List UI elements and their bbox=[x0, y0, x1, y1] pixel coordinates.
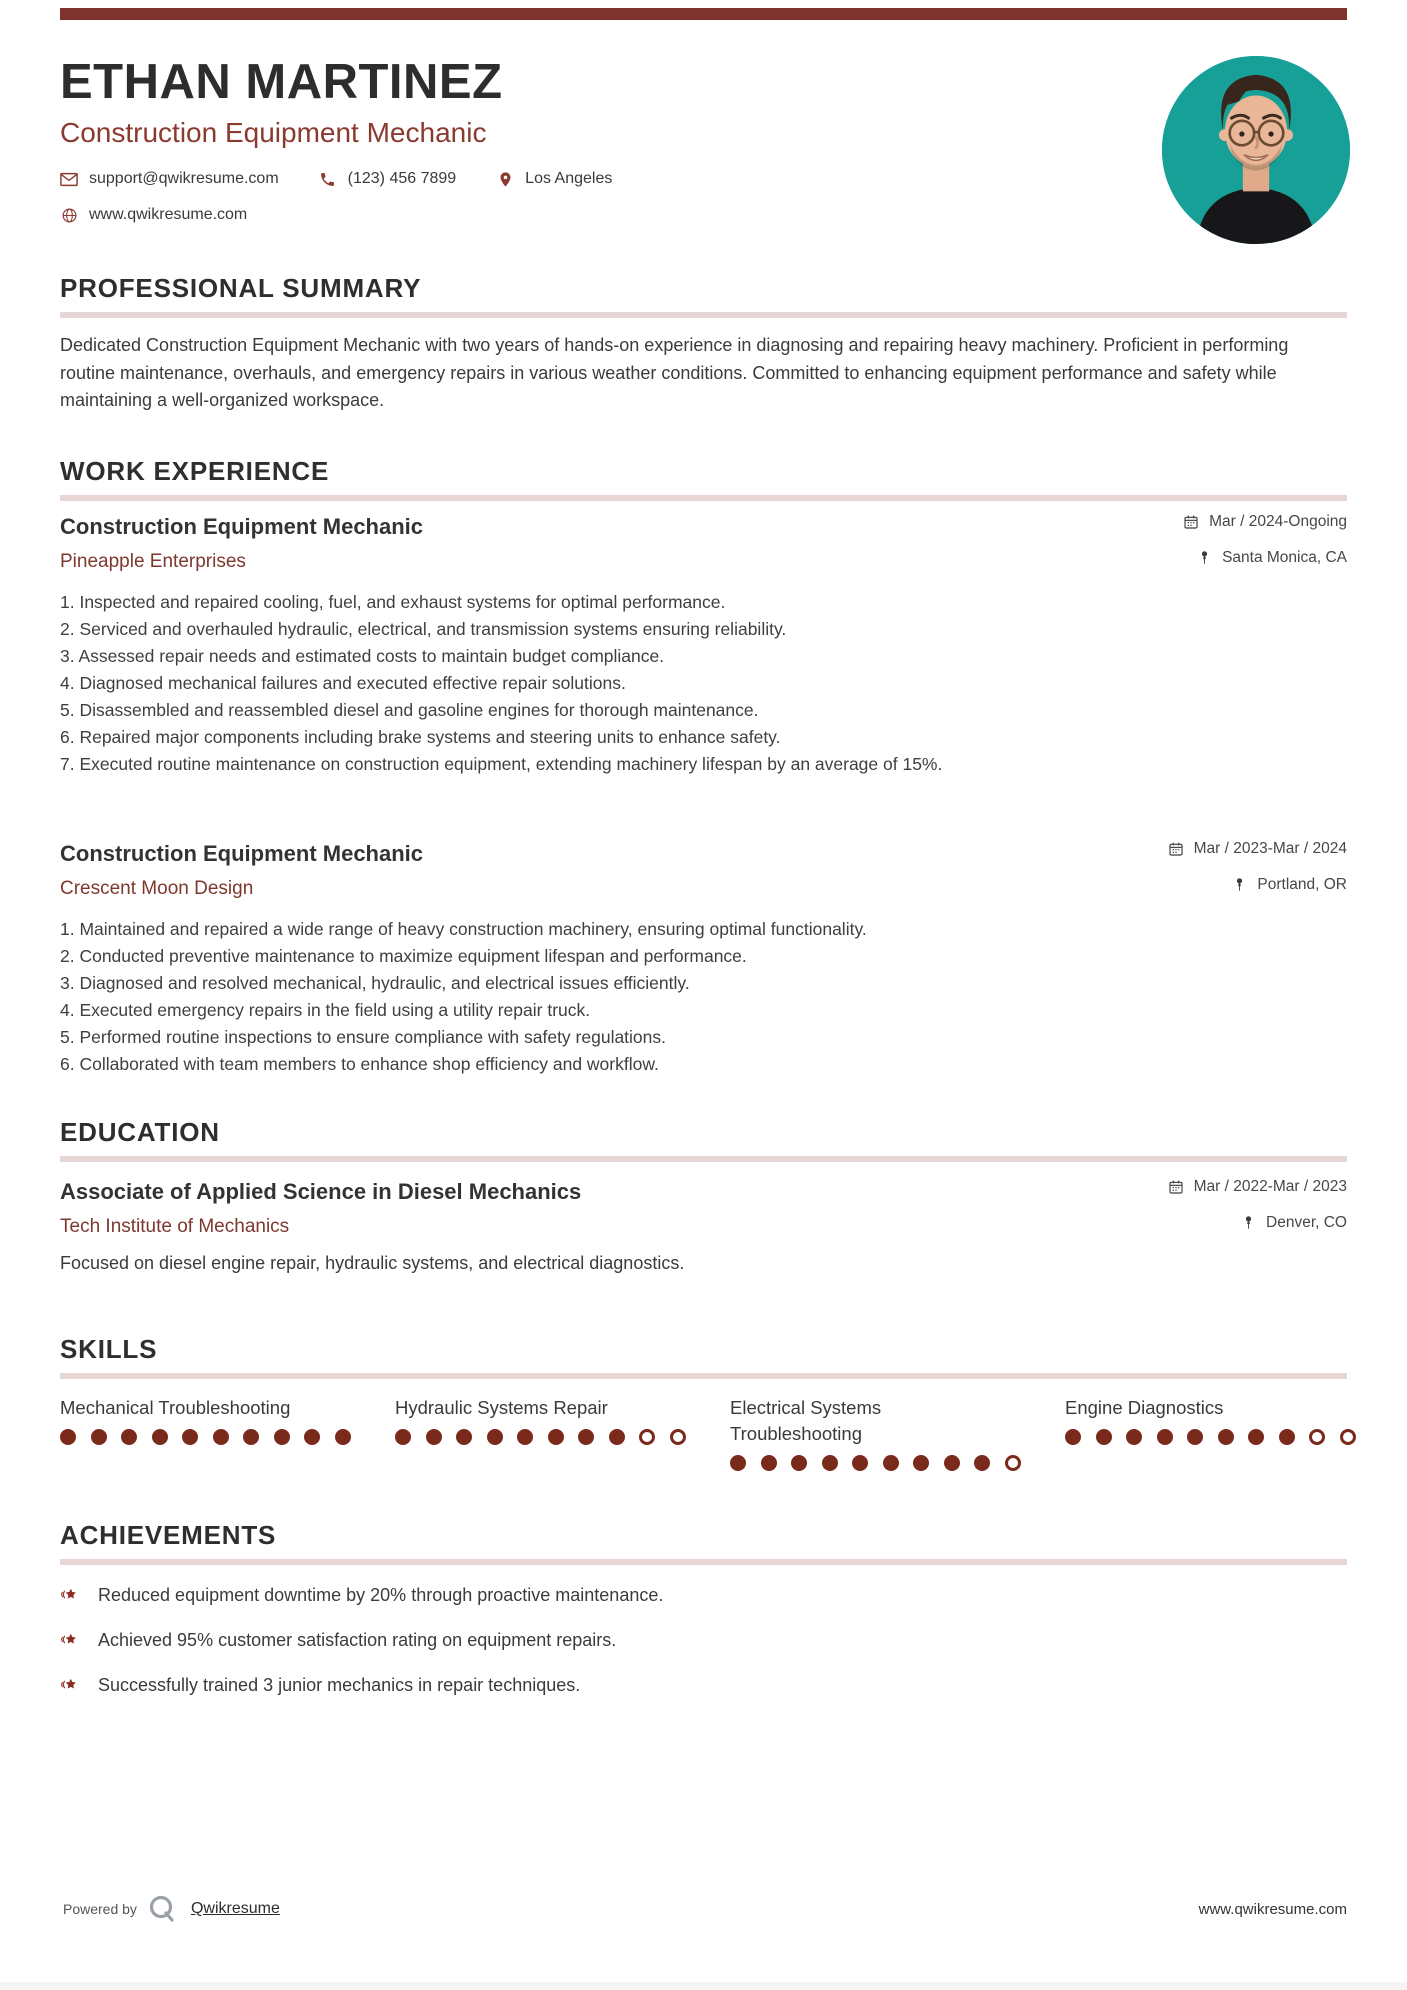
contact-phone bbox=[319, 170, 457, 188]
achievement-text: Achieved 95% customer satisfaction rating on equipment repairs. bbox=[98, 1629, 617, 1650]
job-header-row bbox=[60, 840, 1347, 868]
achievement-text: Successfully trained 3 junior mechanics in repair techniques. bbox=[98, 1674, 581, 1695]
skill-item bbox=[395, 1395, 700, 1471]
phone-text: (123) 456 7899 bbox=[347, 170, 457, 187]
rating-dot-filled bbox=[944, 1455, 960, 1471]
section-divider bbox=[60, 1373, 1347, 1379]
rating-dot-filled bbox=[60, 1429, 76, 1445]
powered-by-label: Powered by bbox=[63, 1901, 137, 1917]
job-location bbox=[1230, 876, 1347, 894]
rating-dot-empty bbox=[1005, 1455, 1021, 1471]
rating-dot-filled bbox=[1248, 1429, 1264, 1445]
section-divider bbox=[60, 1156, 1347, 1162]
company-name: Pineapple Enterprises bbox=[60, 550, 246, 572]
rating-dot-filled bbox=[548, 1429, 564, 1445]
rating-dot-filled bbox=[578, 1429, 594, 1445]
job-bullet: 2. Serviced and overhauled hydraulic, electrical, and transmission systems ensuring reliability. bbox=[60, 618, 787, 639]
job-header-row bbox=[60, 513, 1347, 541]
person-role: Construction Equipment Mechanic bbox=[60, 117, 487, 148]
rating-dot-filled bbox=[91, 1429, 107, 1445]
job-entry bbox=[60, 513, 1347, 778]
skill-item bbox=[60, 1395, 365, 1471]
rating-dot-filled bbox=[761, 1455, 777, 1471]
footer-website-link[interactable]: www.qwikresume.com bbox=[1198, 1901, 1347, 1918]
section-divider bbox=[60, 312, 1347, 318]
rating-dot-filled bbox=[335, 1429, 351, 1445]
job-bullet: 1. Maintained and repaired a wide range of heavy construction machinery, ensuring optimal functionality. bbox=[60, 918, 867, 939]
section-heading: SKILLS bbox=[60, 1333, 158, 1364]
map-pin-icon bbox=[496, 170, 514, 188]
rating-dot-empty bbox=[1340, 1429, 1356, 1445]
person-name: ETHAN MARTINEZ bbox=[60, 55, 503, 109]
rating-dot-empty bbox=[639, 1429, 655, 1445]
job-entry bbox=[60, 840, 1347, 1078]
company-row bbox=[60, 876, 1347, 902]
footer-branding bbox=[63, 1894, 280, 1924]
section-work-experience bbox=[60, 455, 1347, 1078]
rating-dot-filled bbox=[274, 1429, 290, 1445]
location-text: Los Angeles bbox=[525, 170, 613, 187]
job-date bbox=[1167, 840, 1347, 858]
skill-rating-dots bbox=[395, 1429, 700, 1445]
skill-item bbox=[1065, 1395, 1370, 1471]
company-name: Crescent Moon Design bbox=[60, 877, 254, 899]
skill-rating-dots bbox=[60, 1429, 365, 1445]
job-bullets bbox=[60, 589, 1347, 778]
section-skills bbox=[60, 1333, 1347, 1471]
job-date-text: Mar / 2023-Mar / 2024 bbox=[1193, 839, 1347, 857]
envelope-icon bbox=[60, 170, 78, 188]
jobs-list bbox=[60, 513, 1347, 1078]
rating-dot-filled bbox=[121, 1429, 137, 1445]
job-bullet: 1. Inspected and repaired cooling, fuel, and exhaust systems for optimal performance. bbox=[60, 591, 726, 612]
section-heading: ACHIEVEMENTS bbox=[60, 1519, 277, 1550]
star-icon bbox=[60, 1586, 78, 1604]
skill-rating-dots bbox=[1065, 1429, 1370, 1445]
skill-name: Mechanical Troubleshooting bbox=[60, 1396, 291, 1418]
bottom-strip bbox=[0, 1982, 1407, 1990]
rating-dot-filled bbox=[1279, 1429, 1295, 1445]
rating-dot-filled bbox=[1187, 1429, 1203, 1445]
skills-grid bbox=[60, 1395, 1347, 1471]
rating-dot-filled bbox=[1126, 1429, 1142, 1445]
rating-dot-filled bbox=[395, 1429, 411, 1445]
phone-icon bbox=[319, 170, 337, 188]
skill-item bbox=[730, 1395, 1035, 1471]
rating-dot-filled bbox=[426, 1429, 442, 1445]
rating-dot-filled bbox=[1157, 1429, 1173, 1445]
rating-dot-filled bbox=[730, 1455, 746, 1471]
job-date bbox=[1182, 513, 1347, 531]
rating-dot-filled bbox=[791, 1455, 807, 1471]
job-bullet: 2. Conducted preventive maintenance to maximize equipment lifespan and performance. bbox=[60, 945, 747, 966]
qwikresume-link[interactable]: Qwikresume bbox=[190, 1900, 280, 1917]
job-bullet: 5. Disassembled and reassembled diesel and gasoline engines for thorough maintenance. bbox=[60, 699, 759, 720]
education-date: Mar / 2022-Mar / 2023 bbox=[1193, 1177, 1347, 1195]
achievement-item bbox=[60, 1671, 1347, 1699]
rating-dot-filled bbox=[974, 1455, 990, 1471]
contact-location bbox=[496, 170, 612, 188]
rating-dot-filled bbox=[1096, 1429, 1112, 1445]
calendar-icon bbox=[1167, 1178, 1185, 1196]
star-icon bbox=[60, 1676, 78, 1694]
job-bullet: 6. Collaborated with team members to enhance shop efficiency and workflow. bbox=[60, 1053, 659, 1074]
job-bullet: 7. Executed routine maintenance on construction equipment, extending machinery lifespan by an average of 15%. bbox=[60, 753, 943, 774]
achievement-item bbox=[60, 1581, 1347, 1609]
calendar-icon bbox=[1182, 513, 1200, 531]
pushpin-icon bbox=[1239, 1214, 1257, 1232]
rating-dot-filled bbox=[243, 1429, 259, 1445]
section-heading: PROFESSIONAL SUMMARY bbox=[60, 273, 422, 303]
education-location: Denver, CO bbox=[1266, 1213, 1347, 1231]
skill-name: Electrical Systems Troubleshooting bbox=[730, 1396, 882, 1444]
job-location-text: Santa Monica, CA bbox=[1222, 548, 1347, 566]
pushpin-icon bbox=[1195, 549, 1213, 567]
contact-row-2 bbox=[60, 206, 1347, 224]
website-text: www.qwikresume.com bbox=[89, 206, 248, 223]
job-bullet: 6. Repaired major components including brake systems and steering units to enhance safety. bbox=[60, 726, 781, 747]
achievement-text: Reduced equipment downtime by 20% through proactive maintenance. bbox=[98, 1584, 664, 1605]
achievements-list bbox=[60, 1581, 1347, 1699]
summary-text: Dedicated Construction Equipment Mechanic with two years of hands-on experience in diagnosing and repairing heavy machinery. Proficient in performing routine maintenance, overhauls, and emergency repairs in various weather conditions. Committed to enhancing equipment performance and safety while maintaining a well-organized workspace. bbox=[60, 335, 1289, 410]
job-location bbox=[1195, 549, 1347, 567]
rating-dot-filled bbox=[609, 1429, 625, 1445]
job-title: Construction Equipment Mechanic bbox=[60, 513, 424, 539]
rating-dot-filled bbox=[883, 1455, 899, 1471]
rating-dot-filled bbox=[1065, 1429, 1081, 1445]
rating-dot-empty bbox=[1309, 1429, 1325, 1445]
globe-icon bbox=[60, 206, 78, 224]
job-bullet: 3. Diagnosed and resolved mechanical, hydraulic, and electrical issues efficiently. bbox=[60, 972, 690, 993]
qwikresume-logo-icon bbox=[147, 1894, 177, 1924]
rating-dot-filled bbox=[182, 1429, 198, 1445]
contact-email[interactable] bbox=[60, 170, 279, 188]
rating-dot-filled bbox=[152, 1429, 168, 1445]
rating-dot-filled bbox=[487, 1429, 503, 1445]
rating-dot-filled bbox=[913, 1455, 929, 1471]
rating-dot-empty bbox=[670, 1429, 686, 1445]
rating-dot-filled bbox=[852, 1455, 868, 1471]
job-bullets bbox=[60, 916, 1347, 1078]
job-title: Construction Equipment Mechanic bbox=[60, 840, 424, 866]
skill-rating-dots bbox=[730, 1455, 1035, 1471]
contact-row bbox=[60, 170, 1347, 188]
skill-name: Engine Diagnostics bbox=[1065, 1396, 1224, 1418]
rating-dot-filled bbox=[1218, 1429, 1234, 1445]
achievement-item bbox=[60, 1626, 1347, 1654]
section-professional-summary bbox=[60, 272, 1347, 415]
rating-dot-filled bbox=[456, 1429, 472, 1445]
company-row bbox=[60, 549, 1347, 575]
job-bullet: 5. Performed routine inspections to ensure compliance with safety regulations. bbox=[60, 1026, 667, 1047]
rating-dot-filled bbox=[213, 1429, 229, 1445]
school-name: Tech Institute of Mechanics bbox=[60, 1215, 290, 1237]
email-text: support@qwikresume.com bbox=[89, 170, 279, 187]
star-icon bbox=[60, 1631, 78, 1649]
section-heading: WORK EXPERIENCE bbox=[60, 455, 330, 486]
section-heading: EDUCATION bbox=[60, 1116, 220, 1147]
rating-dot-filled bbox=[304, 1429, 320, 1445]
section-divider bbox=[60, 1559, 1347, 1565]
job-bullet: 3. Assessed repair needs and estimated costs to maintain budget compliance. bbox=[60, 645, 665, 666]
job-bullet: 4. Diagnosed mechanical failures and executed effective repair solutions. bbox=[60, 672, 626, 693]
job-location-text: Portland, OR bbox=[1257, 875, 1347, 893]
rating-dot-filled bbox=[517, 1429, 533, 1445]
degree-title: Associate of Applied Science in Diesel Mechanics bbox=[60, 1178, 582, 1204]
job-date-text: Mar / 2024-Ongoing bbox=[1209, 512, 1347, 530]
section-achievements bbox=[60, 1519, 1347, 1699]
section-divider bbox=[60, 495, 1347, 501]
job-bullet: 4. Executed emergency repairs in the field using a utility repair truck. bbox=[60, 999, 591, 1020]
calendar-icon bbox=[1167, 840, 1185, 858]
contact-website[interactable] bbox=[60, 206, 247, 224]
skill-name: Hydraulic Systems Repair bbox=[395, 1396, 608, 1418]
section-education bbox=[60, 1116, 1347, 1277]
rating-dot-filled bbox=[822, 1455, 838, 1471]
pushpin-icon bbox=[1230, 876, 1248, 894]
education-description: Focused on diesel engine repair, hydraulic systems, and electrical diagnostics. bbox=[60, 1252, 685, 1273]
